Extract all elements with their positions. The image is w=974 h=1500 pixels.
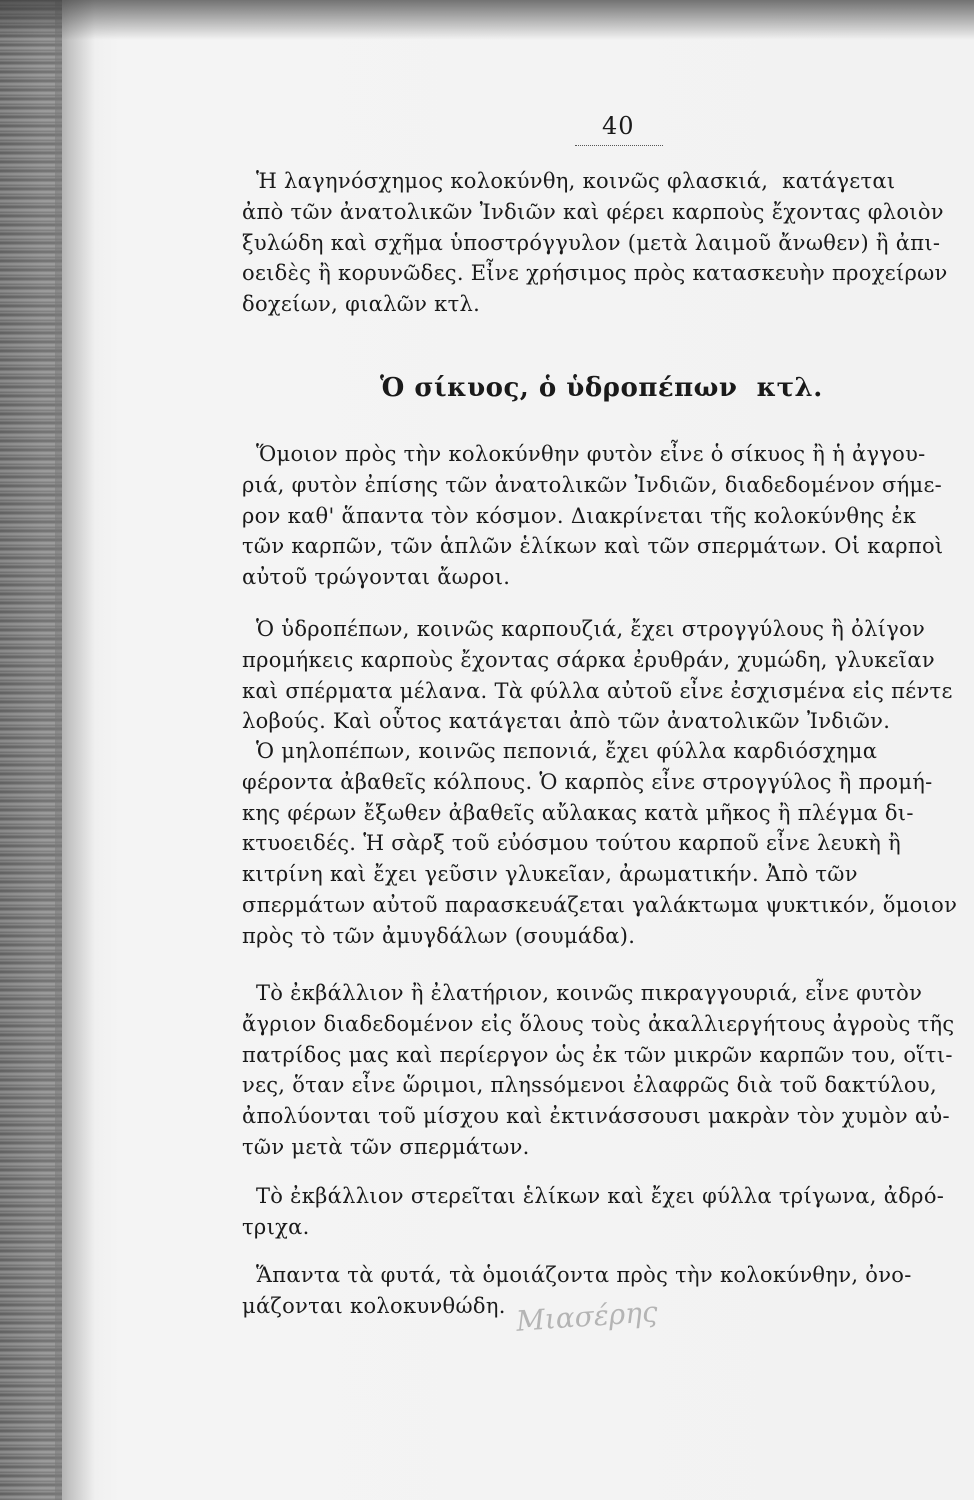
binding-shadow [55,0,95,1500]
text-line: Ἡ λαγηνόσχημος κολοκύνθη, κοινῶς φλασκιά, κατάγεται [242,169,896,193]
text-line: τῶν μετὰ τῶν σπερμάτων. [242,1134,530,1159]
text-line: νες, ὅταν εἶνε ὥριμοι, πληssόμενοι ἐλαφρῶς διὰ τοῦ δακτύλου, [242,1073,937,1098]
paragraph-gourd [242,166,964,320]
text-line: Ἅπαντα τὰ φυτά, τὰ ὁμοιάζοντα πρὸς τὴν κολοκύνθην, ὀνο- [242,1263,912,1287]
text-line: κης φέρων ἔξωθεν ἀβαθεῖς αὔλακας κατὰ μῆκος ἢ πλέγμα δι- [242,800,914,825]
handwritten-signature: Μιασέρης [515,1295,659,1338]
text-line: Τὸ ἐκβάλλιον ἢ ἐλατήριον, κοινῶς πικραγγουριά, εἶνε φυτὸν [242,981,923,1005]
page-number: 40 [602,112,635,140]
text-line: Τὸ ἐκβάλλιον στερεῖται ἑλίκων καὶ ἔχει φύλλα τρίγωνα, ἀδρό- [242,1184,945,1208]
text-line: ἀπολύονται τοῦ μίσχου καὶ ἐκτινάσσουσι μακρὰν τὸν χυμὸν αὐ- [242,1104,950,1129]
text-line: πρὸς τὸ τῶν ἀμυγδάλων (σουμάδα). [242,923,636,948]
text-line: σπερμάτων αὐτοῦ παρασκευάζεται γαλάκτωμα ψυκτικόν, ὅμοιον [242,892,958,917]
text-line: οειδὲς ἢ κορυνῶδες. Εἶνε χρήσιμος πρὸς κατασκευὴν προχείρων [242,261,948,286]
text-line: κιτρίνη καὶ ἔχει γεῦσιν γλυκεῖαν, ἀρωματικήν. Ἀπὸ τῶν [242,862,858,887]
section-heading: Ὁ σίκυος, ὁ ὑδροπέπων κτλ. [380,373,823,403]
text-line: τριχα. [242,1214,310,1239]
text-line: καὶ σπέρματα μέλανα. Τὰ φύλλα αὐτοῦ εἶνε ἐσχισμένα εἰς πέντε [242,678,953,703]
text-line: ἄγριον διαδεδομένον εἰς ὅλους τοὺς ἀκαλλιεργήτους ἀγροὺς τῆς [242,1011,955,1036]
text-line: αὐτοῦ τρώγονται ἄωροι. [242,565,511,590]
paragraph-squirting-cucumber-leaves [242,1181,964,1243]
top-shadow [0,0,974,40]
text-line: τῶν καρπῶν, τῶν ἁπλῶν ἑλίκων καὶ τῶν σπερμάτων. Οἱ καρποὶ [242,534,944,559]
text-line: ἀπὸ τῶν ἀνατολικῶν Ἰνδιῶν καὶ φέρει καρποὺς ἔχοντας φλοιὸν [242,199,944,224]
text-line: λοβούς. Καὶ οὗτος κατάγεται ἀπὸ τῶν ἀνατολικῶν Ἰνδιῶν. [242,709,891,734]
text-line: μάζονται κολοκυνθώδη. [242,1293,506,1318]
paragraph-squirting-cucumber [242,978,964,1163]
paragraph-cucumber [242,439,964,593]
text-line: Ὅμοιον πρὸς τὴν κολοκύνθην φυτὸν εἶνε ὁ σίκυος ἢ ἡ ἀγγου- [242,442,926,466]
text-line: πατρίδος μας καὶ περίεργον ὡς ἐκ τῶν μικρῶν καρπῶν του, οἵτι- [242,1042,953,1067]
text-line: φέροντα ἀβαθεῖς κόλπους. Ὁ καρπὸς εἶνε στρογγύλος ἢ προμή- [242,769,933,794]
text-line: Ὁ ὑδροπέπων, κοινῶς καρπουζιά, ἔχει στρογγύλους ἢ ὀλίγον [242,617,926,641]
paragraph-watermelon [242,614,964,737]
paragraph-melon [242,736,964,952]
page-number-rule [575,145,663,146]
text-line: προμήκεις καρποὺς ἔχοντας σάρκα ἐρυθράν, χυμώδη, γλυκεῖαν [242,647,935,672]
text-line: δοχείων, φιαλῶν κτλ. [242,292,481,317]
text-line: κτυοειδές. Ἡ σὰρξ τοῦ εὐόσμου τούτου καρποῦ εἶνε λευκὴ ἢ [242,831,901,856]
text-line: Ὁ μηλοπέπων, κοινῶς πεπονιά, ἔχει φύλλα καρδιόσχημα [242,739,878,763]
text-line: ξυλώδη καὶ σχῆμα ὑποστρόγγυλον (μετὰ λαιμοῦ ἄνωθεν) ἢ ἀπι- [242,230,941,255]
text-line: ριά, φυτὸν ἐπίσης τῶν ἀνατολικῶν Ἰνδιῶν, διαδεδομένον σήμε- [242,472,943,497]
text-line: ρον καθ' ἅπαντα τὸν κόσμον. Διακρίνεται τῆς κολοκύνθης ἐκ [242,503,917,528]
page-edge-stack [0,0,62,1500]
